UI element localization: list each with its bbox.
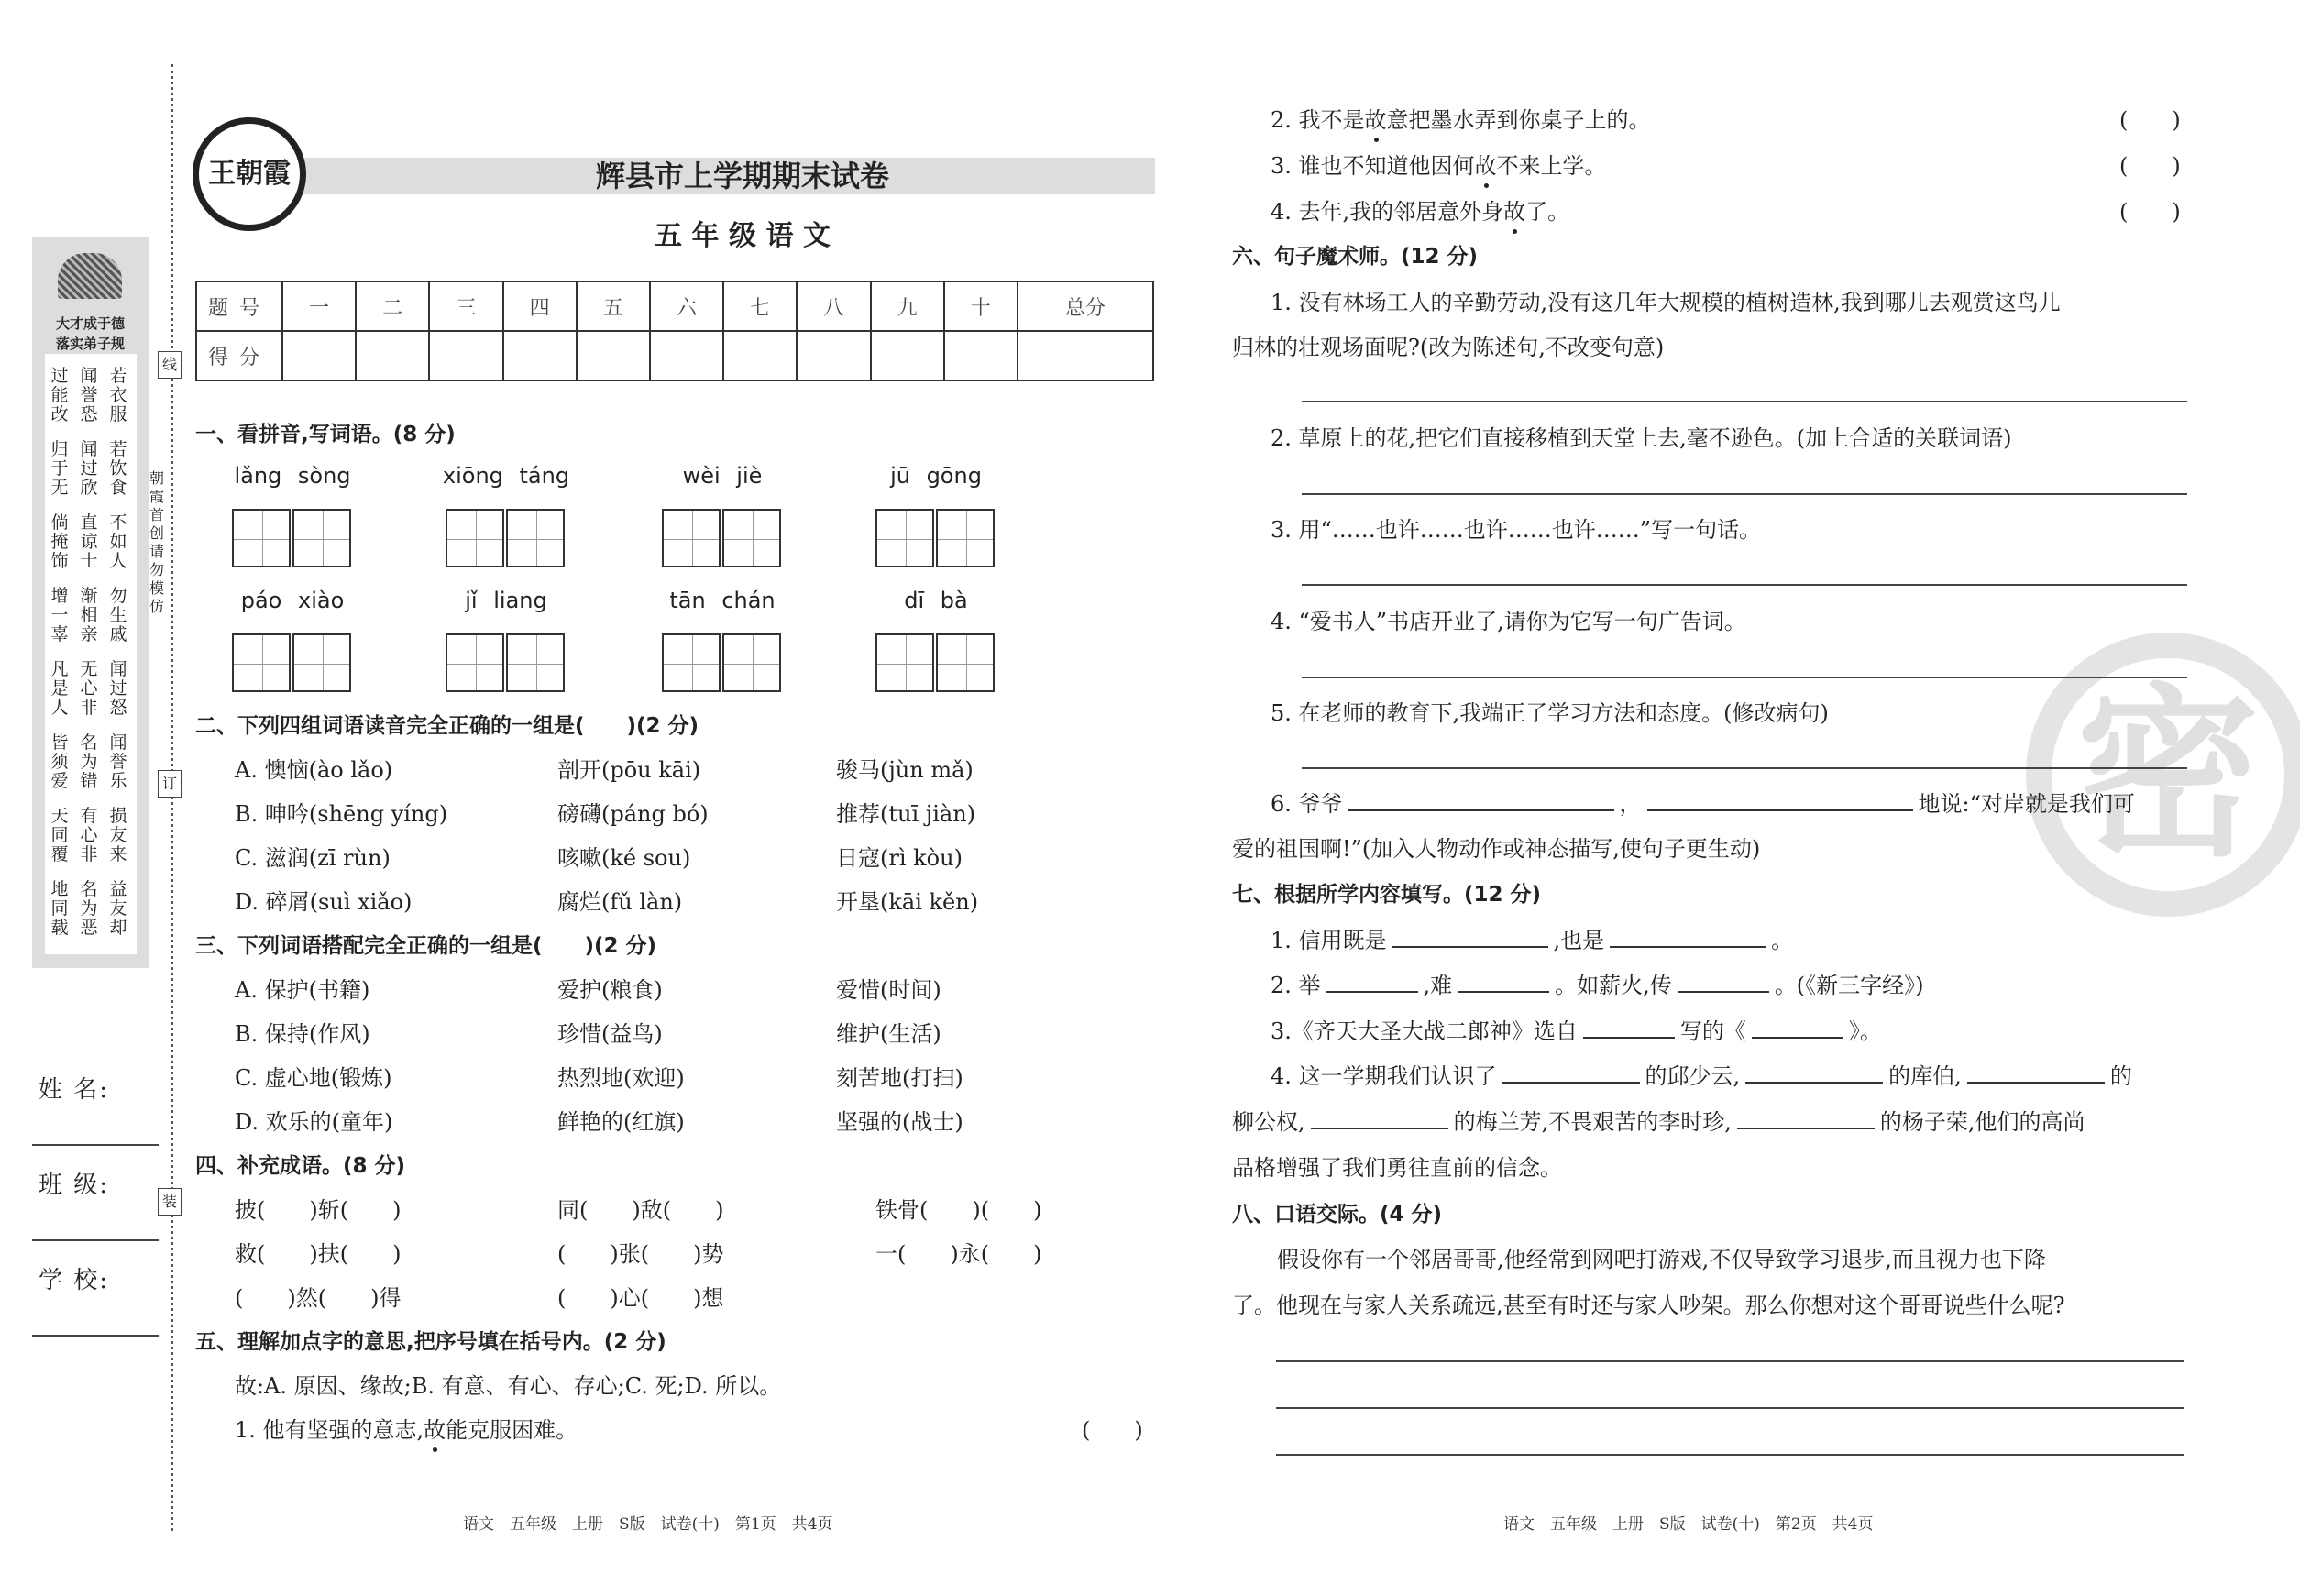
poem-column: 凡是人 bbox=[50, 659, 69, 718]
poem-column: 损友来 bbox=[109, 806, 127, 864]
page-footer-right: 语文 五年级 上册 S版 试卷(十) 第2页 共4页 bbox=[1503, 1515, 1874, 1534]
writing-box[interactable] bbox=[662, 633, 721, 692]
text: 地说:“对岸就是我们可 bbox=[1918, 791, 2135, 817]
poem-column: 益友却 bbox=[109, 879, 127, 938]
answer-line[interactable] bbox=[1302, 767, 2187, 769]
section-8-prompt-cont: 了。他现在与家人关系疏远,甚至有时还与家人吵架。那么你想对这个哥哥说些什么呢? bbox=[1232, 1293, 2065, 1318]
answer-bracket[interactable]: ( ) bbox=[2119, 153, 2181, 179]
section-7-q4-cont bbox=[1232, 1104, 2085, 1140]
exam-title: 辉县市上学期期末试卷 bbox=[595, 159, 889, 193]
option-item: 坚强的(战士) bbox=[836, 1109, 963, 1135]
cut-mark: 线 bbox=[158, 351, 182, 379]
writing-box[interactable] bbox=[506, 633, 565, 692]
score-header-cell: 九 bbox=[871, 281, 944, 331]
option-item: B. 保持(作风) bbox=[235, 1021, 370, 1047]
score-input-cell[interactable] bbox=[650, 331, 723, 380]
text: 能克服困难。 bbox=[446, 1417, 578, 1443]
option-item: 维护(生活) bbox=[836, 1021, 941, 1047]
poem-column: 增一辜 bbox=[50, 586, 69, 644]
option-item: A. 懊恼(ào lǎo) bbox=[235, 757, 393, 783]
text: 了。 bbox=[1525, 199, 1570, 225]
option-item: 刻苦地(打扫) bbox=[836, 1065, 963, 1091]
poem-column: 名为恶 bbox=[80, 879, 98, 938]
section-5-title: 五、理解加点字的意思,把序号填在括号内。(2 分) bbox=[195, 1330, 666, 1354]
option-item: ( )然( )得 bbox=[235, 1285, 402, 1311]
motto-line-2: 落实弟子规 bbox=[55, 336, 125, 352]
fill-blank[interactable] bbox=[1458, 967, 1549, 993]
section-3-title: 三、下列词语搭配完全正确的一组是( )(2 分) bbox=[195, 934, 657, 958]
score-input-cell[interactable] bbox=[429, 331, 502, 380]
score-header-cell: 七 bbox=[723, 281, 797, 331]
section-6-q1: 1. 没有林场工人的辛勤劳动,没有这几年大规模的植树造林,我到哪儿去观赏这鸟儿 bbox=[1271, 290, 2061, 315]
option-item: ( )张( )势 bbox=[557, 1241, 724, 1267]
poem-column: 倘掩饰 bbox=[50, 512, 69, 571]
fill-blank[interactable] bbox=[1967, 1058, 2105, 1084]
section-6-title: 六、句子魔术师。(12 分) bbox=[1232, 245, 1479, 269]
name-label: 姓 名: bbox=[39, 1076, 110, 1104]
writing-box[interactable] bbox=[875, 509, 934, 567]
option-item: A. 保护(书籍) bbox=[235, 977, 370, 1003]
poem-column: 无心非 bbox=[80, 659, 98, 718]
pinyin-label: tān chán bbox=[669, 588, 776, 613]
answer-bracket[interactable]: ( ) bbox=[2119, 107, 2181, 133]
text: 写的《 bbox=[1679, 1018, 1746, 1044]
score-header-cell: 四 bbox=[503, 281, 577, 331]
fill-blank[interactable] bbox=[1392, 922, 1548, 948]
text: 3. 谁也不知道他因何 bbox=[1271, 153, 1475, 179]
section-5-question bbox=[1271, 193, 1569, 230]
text: 》。 bbox=[1848, 1018, 1882, 1044]
poem-column: 直谅士 bbox=[80, 512, 98, 571]
option-item: ( )心( )想 bbox=[557, 1285, 724, 1311]
writing-box[interactable] bbox=[446, 633, 504, 692]
score-input-cell[interactable] bbox=[282, 331, 356, 380]
text: ,难 bbox=[1423, 973, 1453, 998]
section-7-title: 七、根据所学内容填写。(12 分) bbox=[1232, 883, 1542, 907]
poem-column: 不如人 bbox=[109, 512, 127, 571]
section-6-q6 bbox=[1271, 786, 2135, 822]
option-item: 铁骨( )( ) bbox=[875, 1197, 1042, 1223]
text: 6. 爷爷 bbox=[1271, 791, 1343, 817]
text: 。(《新三字经》) bbox=[1774, 973, 1924, 998]
answer-line[interactable] bbox=[1302, 584, 2187, 586]
option-item: 日寇(rì kòu) bbox=[836, 845, 963, 871]
score-header-cell: 十 bbox=[944, 281, 1018, 331]
poem-column: 过能改 bbox=[50, 366, 69, 424]
pinyin-label: xiōng táng bbox=[442, 463, 570, 489]
score-header-cell: 八 bbox=[797, 281, 870, 331]
text: 不来上学。 bbox=[1496, 153, 1607, 179]
score-row-label: 得分 bbox=[196, 331, 282, 380]
writing-box[interactable] bbox=[446, 509, 504, 567]
fill-blank[interactable] bbox=[1678, 967, 1769, 993]
pinyin-label: dī bà bbox=[904, 588, 968, 613]
section-1-title: 一、看拼音,写词语。(8 分) bbox=[195, 423, 456, 446]
student-reading-illustration bbox=[58, 253, 122, 299]
score-header-cell: 六 bbox=[650, 281, 723, 331]
fill-blank[interactable] bbox=[1647, 786, 1913, 811]
text: 3.《齐天大圣大战二郎神》选自 bbox=[1271, 1018, 1578, 1044]
option-item: C. 虚心地(锻炼) bbox=[235, 1065, 392, 1091]
name-field[interactable] bbox=[32, 1144, 159, 1146]
option-item: 一( )永( ) bbox=[875, 1241, 1042, 1267]
score-header-cell: 二 bbox=[356, 281, 429, 331]
text: ， bbox=[1619, 791, 1642, 817]
copyright-notice: 朝霞首创 请勿模仿 bbox=[149, 469, 165, 615]
writing-box[interactable] bbox=[936, 633, 995, 692]
text: 意把墨水弄到你桌子上的。 bbox=[1386, 107, 1651, 133]
fill-blank[interactable] bbox=[1311, 1104, 1448, 1129]
cut-line bbox=[171, 64, 173, 1531]
score-table bbox=[195, 281, 1154, 381]
answer-line[interactable] bbox=[1276, 1454, 2184, 1456]
pinyin-label: wèi jiè bbox=[682, 463, 763, 489]
writing-box[interactable] bbox=[232, 509, 291, 567]
logo-seal: 王朝霞 bbox=[193, 117, 306, 231]
text: 1. 他有坚强的意志, bbox=[235, 1417, 424, 1443]
section-8-prompt: 假设你有一个邻居哥哥,他经常到网吧打游戏,不仅导致学习退步,而且视力也下降 bbox=[1277, 1247, 2046, 1272]
section-5-options: 故:A. 原因、缘故;B. 有意、有心、存心;C. 死;D. 所以。 bbox=[235, 1373, 782, 1399]
score-header-cell: 题号 bbox=[196, 281, 282, 331]
writing-box[interactable] bbox=[506, 509, 565, 567]
writing-box[interactable] bbox=[232, 633, 291, 692]
cut-mark: 订 bbox=[158, 770, 182, 798]
poem-column: 若衣服 bbox=[109, 366, 127, 424]
sidebar-motto-panel bbox=[32, 237, 149, 968]
confidential-watermark: 密 bbox=[2026, 633, 2300, 917]
fill-blank[interactable] bbox=[1326, 967, 1418, 993]
option-item: 剖开(pōu kāi) bbox=[557, 757, 701, 783]
score-input-cell[interactable] bbox=[797, 331, 870, 380]
school-label: 学 校: bbox=[39, 1267, 110, 1294]
option-item: 骏马(jùn mǎ) bbox=[836, 757, 974, 783]
fill-blank[interactable] bbox=[1752, 1013, 1843, 1039]
dizigui-poem bbox=[45, 354, 137, 954]
answer-bracket[interactable]: ( ) bbox=[2119, 199, 2181, 225]
score-input-cell[interactable] bbox=[871, 331, 944, 380]
section-6-q5: 5. 在老师的教育下,我端正了学习方法和态度。(修改病句) bbox=[1271, 700, 1829, 726]
writing-box[interactable] bbox=[292, 509, 351, 567]
section-2-title: 二、下列四组词语读音完全正确的一组是( )(2 分) bbox=[195, 714, 699, 738]
poem-column: 皆须爱 bbox=[50, 732, 69, 791]
answer-line[interactable] bbox=[1302, 677, 2187, 678]
pinyin-label: jū gōng bbox=[890, 463, 982, 489]
text: 1. 信用既是 bbox=[1271, 928, 1387, 953]
option-item: D. 欢乐的(童年) bbox=[235, 1109, 393, 1135]
fill-blank[interactable] bbox=[1610, 922, 1766, 948]
section-6-q4: 4. “爱书人”书店开业了,请你为它写一句广告词。 bbox=[1271, 609, 1746, 634]
section-6-q3: 3. 用“……也许……也许……也许……”写一句话。 bbox=[1271, 517, 1762, 543]
poem-column: 名为错 bbox=[80, 732, 98, 791]
option-item: C. 滋润(zī rùn) bbox=[235, 845, 391, 871]
text: 4. 去年,我的邻居意外身 bbox=[1271, 199, 1504, 225]
score-input-cell[interactable] bbox=[577, 331, 650, 380]
poem-column: 闻过欣 bbox=[80, 439, 98, 498]
fill-blank[interactable] bbox=[1583, 1013, 1675, 1039]
section-7-q4 bbox=[1271, 1058, 2132, 1095]
emphasized-char: 故 bbox=[1475, 148, 1497, 184]
answer-line[interactable] bbox=[1276, 1360, 2184, 1362]
score-input-cell[interactable] bbox=[503, 331, 577, 380]
answer-line[interactable] bbox=[1302, 493, 2187, 495]
score-input-cell[interactable] bbox=[1018, 331, 1153, 380]
option-item: 同( )敌( ) bbox=[557, 1197, 724, 1223]
option-item: 推荐(tuī jiàn) bbox=[836, 801, 976, 827]
section-7-q2 bbox=[1271, 967, 1924, 1004]
poem-column: 若饮食 bbox=[109, 439, 127, 498]
answer-line[interactable] bbox=[1276, 1407, 2184, 1409]
option-item: 腐烂(fǔ làn) bbox=[557, 889, 683, 915]
motto-line-1: 大才成于德 bbox=[55, 315, 125, 332]
option-item: 咳嗽(ké sou) bbox=[557, 845, 691, 871]
class-label: 班 级: bbox=[39, 1172, 110, 1199]
writing-box[interactable] bbox=[936, 509, 995, 567]
text: 4. 这一学期我们认识了 bbox=[1271, 1063, 1497, 1089]
score-input-cell[interactable] bbox=[944, 331, 1018, 380]
pinyin-label: lǎng sòng bbox=[234, 463, 351, 489]
option-item: 鲜艳的(红旗) bbox=[557, 1109, 685, 1135]
option-item: B. 呻吟(shēng yíng) bbox=[235, 801, 448, 827]
option-item: 披( )斩( ) bbox=[235, 1197, 402, 1223]
text: 的梅兰芳,不畏艰苦的李时珍, bbox=[1453, 1109, 1732, 1135]
text: 的库伯, bbox=[1888, 1063, 1962, 1089]
poem-column: 闻誉乐 bbox=[109, 732, 127, 791]
section-5-question-1 bbox=[235, 1412, 578, 1448]
poem-column: 勿生戚 bbox=[109, 586, 127, 644]
option-item: D. 碎屑(suì xiǎo) bbox=[235, 889, 413, 915]
text: 2. 举 bbox=[1271, 973, 1321, 998]
option-item: 爱惜(时间) bbox=[836, 977, 941, 1003]
option-item: 救( )扶( ) bbox=[235, 1241, 402, 1267]
fill-blank[interactable] bbox=[1502, 1058, 1640, 1084]
section-6-q6-cont: 爱的祖国啊!”(加入人物动作或神态描写,使句子更生动) bbox=[1232, 836, 1761, 862]
emphasized-char: 故 bbox=[1365, 102, 1387, 138]
score-table-header-row bbox=[196, 281, 1153, 331]
answer-bracket[interactable]: ( ) bbox=[1082, 1417, 1143, 1443]
cut-mark: 装 bbox=[158, 1188, 182, 1216]
writing-box[interactable] bbox=[722, 633, 781, 692]
poem-column: 归于无 bbox=[50, 439, 69, 498]
text: 。 bbox=[1771, 928, 1794, 953]
emphasized-char: 故 bbox=[1503, 193, 1525, 230]
poem-column: 地同载 bbox=[50, 879, 69, 938]
emphasized-char: 故 bbox=[424, 1412, 446, 1448]
answer-line[interactable] bbox=[1302, 401, 2187, 402]
score-table-score-row bbox=[196, 331, 1153, 380]
writing-box[interactable] bbox=[292, 633, 351, 692]
poem-column: 闻过怒 bbox=[109, 659, 127, 718]
fill-blank[interactable] bbox=[1745, 1058, 1883, 1084]
text: ,也是 bbox=[1553, 928, 1605, 953]
option-item: 热烈地(欢迎) bbox=[557, 1065, 685, 1091]
section-6-q2: 2. 草原上的花,把它们直接移植到天堂上去,毫不逊色。(加上合适的关联词语) bbox=[1271, 425, 2012, 451]
pinyin-label: jǐ liang bbox=[465, 588, 547, 613]
section-7-q4-end: 品格增强了我们勇往直前的信念。 bbox=[1232, 1155, 1562, 1181]
option-item: 磅礴(páng bó) bbox=[557, 801, 709, 827]
text: 的杨子荣,他们的高尚 bbox=[1879, 1109, 2085, 1135]
writing-box[interactable] bbox=[875, 633, 934, 692]
exam-subtitle: 五 年 级 语 文 bbox=[655, 220, 831, 252]
score-header-cell: 一 bbox=[282, 281, 356, 331]
section-5-question bbox=[1271, 148, 1607, 184]
option-item: 珍惜(益鸟) bbox=[557, 1021, 663, 1047]
section-7-q1 bbox=[1271, 922, 1793, 959]
writing-box[interactable] bbox=[662, 509, 721, 567]
section-7-q3 bbox=[1271, 1013, 1882, 1050]
text: 柳公权, bbox=[1232, 1109, 1305, 1135]
section-6-q1-cont: 归林的壮观场面呢?(改为陈述句,不改变句意) bbox=[1232, 335, 1665, 360]
text: 的邱少云, bbox=[1645, 1063, 1741, 1089]
poem-column: 闻誉恐 bbox=[80, 366, 98, 424]
school-field[interactable] bbox=[32, 1335, 159, 1337]
fill-blank[interactable] bbox=[1348, 786, 1614, 811]
section-8-title: 八、口语交际。(4 分) bbox=[1232, 1203, 1443, 1227]
pinyin-label: páo xiào bbox=[240, 588, 345, 613]
option-item: 开垦(kāi kěn) bbox=[836, 889, 979, 915]
text: 。如薪火,传 bbox=[1555, 973, 1672, 998]
section-4-title: 四、补充成语。(8 分) bbox=[195, 1154, 406, 1178]
page-footer-left: 语文 五年级 上册 S版 试卷(十) 第1页 共4页 bbox=[463, 1515, 833, 1534]
text: 2. 我不是 bbox=[1271, 107, 1365, 133]
option-item: 爱护(粮食) bbox=[557, 977, 663, 1003]
section-5-question bbox=[1271, 102, 1651, 138]
text: 的 bbox=[2109, 1063, 2132, 1089]
writing-box[interactable] bbox=[722, 509, 781, 567]
score-input-cell[interactable] bbox=[723, 331, 797, 380]
score-header-cell: 五 bbox=[577, 281, 650, 331]
score-header-cell: 三 bbox=[429, 281, 502, 331]
class-field[interactable] bbox=[32, 1239, 159, 1241]
score-input-cell[interactable] bbox=[356, 331, 429, 380]
poem-column: 天同覆 bbox=[50, 806, 69, 864]
poem-column: 有心非 bbox=[80, 806, 98, 864]
poem-column: 渐相亲 bbox=[80, 586, 98, 644]
fill-blank[interactable] bbox=[1737, 1104, 1875, 1129]
score-header-cell: 总分 bbox=[1018, 281, 1153, 331]
